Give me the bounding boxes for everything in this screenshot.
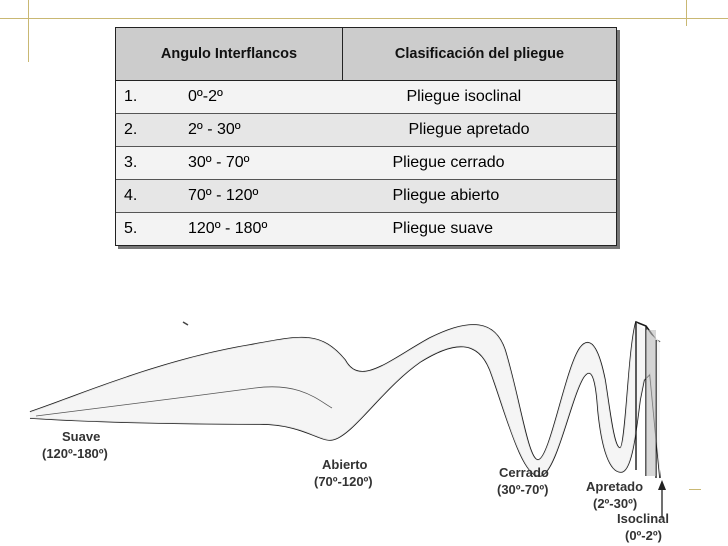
row-fold-type [343,147,617,180]
row-fold-label: Pliegue apretado [408,121,530,138]
label-suave: Suave [62,429,101,444]
label-apretado: Apretado [586,479,644,494]
classification-table-container [115,27,617,246]
table-row [116,147,616,180]
row-angle: 2º - 30º [188,121,241,138]
label-suave-range: (120º-180º) [42,446,108,461]
frame-line-right [686,0,687,26]
fold-layer-fill [30,322,660,478]
row-number: 5. [124,220,138,237]
row-number: 2. [124,121,138,138]
row-angle: 0º-2º [188,88,223,105]
row-fold-label: Pliegue cerrado [392,154,505,171]
row-angle: 30º - 70º [188,154,250,171]
row-angle: 120º - 180º [188,220,268,237]
frame-line-left [28,0,29,62]
header-classification: Clasificación del pliegue [343,28,617,81]
label-cerrado-range: (30º-70º) [497,482,549,497]
table-row [116,114,616,147]
table-row [116,81,616,114]
header-angle: Angulo Interflancos [116,28,343,81]
row-fold-type [343,114,617,147]
row-fold-type [343,180,617,213]
row-fold-type [343,81,617,114]
table-row [116,180,616,213]
fold-profile-diagram [0,300,728,546]
row-fold-type [343,213,617,246]
table-header-row [116,28,616,81]
row-fold-label: Pliegue abierto [392,187,500,204]
label-abierto: Abierto [322,457,368,472]
label-cerrado: Cerrado [499,465,549,480]
row-fold-label: Pliegue suave [392,220,494,237]
fold-classification-table [116,28,616,245]
row-angle-cell [116,213,343,246]
label-abierto-range: (70º-120º) [314,474,373,489]
label-isoclinal-range: (0º-2º) [625,528,662,543]
row-angle-cell [116,147,343,180]
frame-line-top [0,18,728,19]
row-angle-cell [116,114,343,147]
row-fold-label: Pliegue isoclinal [406,88,522,105]
row-number: 1. [124,88,138,105]
label-apretado-range: (2º-30º) [593,496,638,511]
row-angle: 70º - 120º [188,187,259,204]
row-angle-cell [116,81,343,114]
stray-mark [183,322,188,325]
row-angle-cell [116,180,343,213]
row-number: 4. [124,187,138,204]
isoclinal-band [646,330,656,476]
table-row [116,213,616,246]
isoclinal-arrowhead [658,480,666,490]
label-isoclinal: Isoclinal [617,511,670,526]
row-number: 3. [124,154,138,171]
